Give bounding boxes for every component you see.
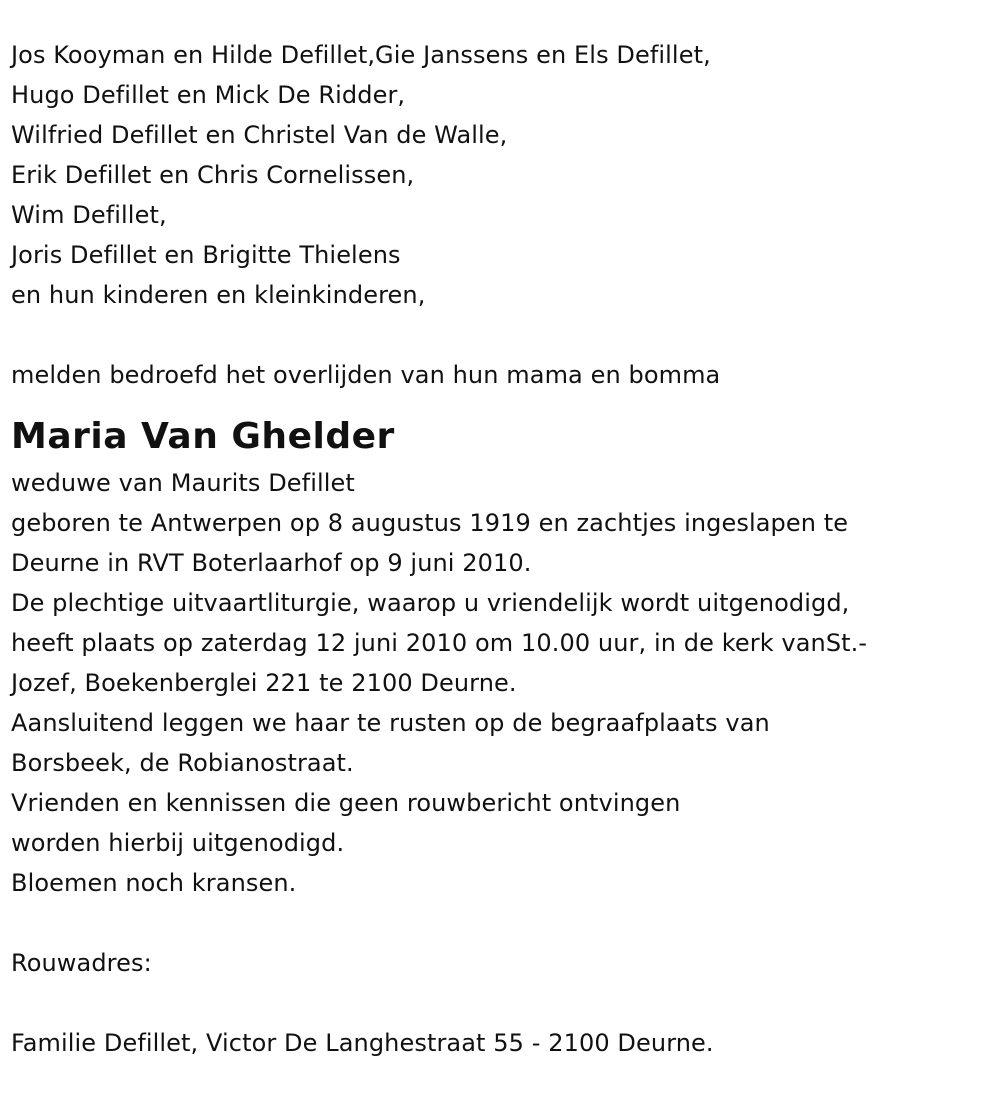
- detail-line: Deurne in RVT Boterlaarhof op 9 juni 2010.: [11, 549, 532, 577]
- obituary-document: [11, 35, 991, 1063]
- family-line: Wilfried Defillet en Christel Van de Walle,: [11, 121, 508, 149]
- spacer: [11, 983, 991, 1023]
- family-line: Wim Defillet,: [11, 201, 167, 229]
- detail-line: Bloemen noch kransen.: [11, 869, 297, 897]
- family-line: Erik Defillet en Chris Cornelissen,: [11, 161, 415, 189]
- deceased-name: Maria Van Ghelder: [11, 416, 395, 457]
- address-text: Familie Defillet, Victor De Langhestraat 55 - 2100 Deurne.: [11, 1029, 714, 1057]
- detail-line: Jozef, Boekenberglei 221 te 2100 Deurne.: [11, 669, 517, 697]
- detail-line: worden hierbij uitgenodigd.: [11, 829, 345, 857]
- detail-line: Borsbeek, de Robianostraat.: [11, 749, 354, 777]
- detail-line: Vrienden en kennissen die geen rouwbericht ontvingen: [11, 789, 681, 817]
- spacer: [11, 315, 991, 355]
- detail-line: Aansluitend leggen we haar te rusten op de begraafplaats van: [11, 709, 770, 737]
- address-label: Rouwadres:: [11, 949, 152, 977]
- detail-line: De plechtige uitvaartliturgie, waarop u vriendelijk wordt uitgenodigd,: [11, 589, 850, 617]
- family-line: Joris Defillet en Brigitte Thielens: [11, 241, 401, 269]
- detail-line: weduwe van Maurits Defillet: [11, 469, 355, 497]
- family-line: Jos Kooyman en Hilde Defillet,Gie Janssens en Els Defillet,: [11, 41, 711, 69]
- family-line: en hun kinderen en kleinkinderen,: [11, 281, 426, 309]
- announcement-text: melden bedroefd het overlijden van hun mama en bomma: [11, 361, 721, 389]
- details-block: [11, 463, 991, 903]
- detail-line: geboren te Antwerpen op 8 augustus 1919 en zachtjes ingeslapen te: [11, 509, 849, 537]
- detail-line: heeft plaats op zaterdag 12 juni 2010 om 10.00 uur, in de kerk vanSt.-: [11, 629, 868, 657]
- spacer: [11, 903, 991, 943]
- family-list: [11, 35, 991, 315]
- family-line: Hugo Defillet en Mick De Ridder,: [11, 81, 406, 109]
